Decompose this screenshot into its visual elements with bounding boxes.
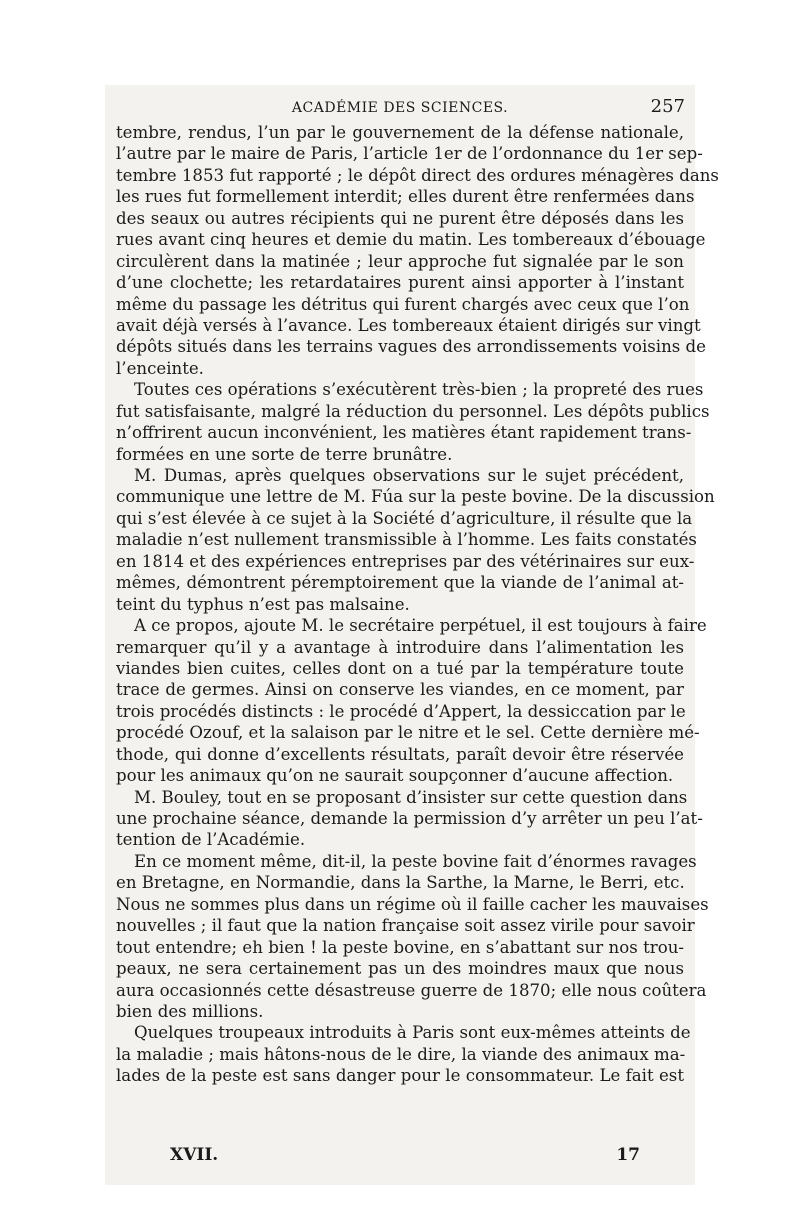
- text-line: Toutes ces opérations s’exécutèrent très-bien ; la propreté des rues: [134, 380, 704, 400]
- signature-mark: XVII.: [170, 1145, 219, 1165]
- text-line: teint du typhus n’est pas malsaine.: [116, 594, 410, 614]
- text-line: avait déjà versés à l’avance. Les tombereaux étaient dirigés sur vingt: [116, 315, 701, 335]
- page-number: 257: [650, 96, 685, 117]
- text-line: aura occasionnés cette désastreuse guerre de 1870; elle nous coûtera: [116, 980, 707, 1000]
- text-line: qui s’est élevée à ce sujet à la Société d’agriculture, il résulte que la: [116, 508, 693, 528]
- text-line: lades de la peste est sans danger pour le consommateur. Le fait est: [116, 1066, 684, 1086]
- text-line: tembre, rendus, l’un par le gouvernement de la défense nationale,: [116, 123, 684, 142]
- page-footer: [170, 1145, 640, 1173]
- text-line: bien des millions.: [116, 1001, 264, 1021]
- text-line: communique une lettre de M. Fúa sur la peste bovine. De la discussion: [116, 487, 715, 507]
- page-header: [115, 96, 685, 122]
- text-line: remarquer qu’il y a avantage à introduire dans l’alimentation les: [116, 637, 684, 657]
- text-line: circulèrent dans la matinée ; leur approche fut signalée par le son: [116, 251, 684, 271]
- text-line: maladie n’est nullement transmissible à l’homme. Les faits constatés: [116, 530, 697, 550]
- text-line: la maladie ; mais hâtons-nous de le dire, la viande des animaux ma-: [116, 1044, 686, 1064]
- text-line: en Bretagne, en Normandie, dans la Sarthe, la Marne, le Berri, etc.: [116, 873, 685, 893]
- text-line: procédé Ozouf, et la salaison par le nitre et le sel. Cette dernière mé-: [116, 723, 700, 743]
- text-line: Nous ne sommes plus dans un régime où il faille cacher les mauvaises: [116, 894, 709, 914]
- text-line: M. Bouley, tout en se proposant d’insister sur cette question dans: [134, 787, 688, 807]
- text-line: pour les animaux qu’on ne saurait soupçonner d’aucune affection.: [116, 766, 674, 786]
- body-text: [116, 122, 719, 1087]
- text-line: l’enceinte.: [116, 358, 204, 378]
- text-line: trace de germes. Ainsi on conserve les viandes, en ce moment, par: [116, 680, 684, 700]
- text-line: peaux, ne sera certainement pas un des moindres maux que nous: [116, 959, 684, 979]
- text-line: en 1814 et des expériences entreprises par des vétérinaires sur eux-: [116, 551, 695, 571]
- text-line: A ce propos, ajoute M. le secrétaire perpétuel, il est toujours à faire: [134, 616, 707, 636]
- text-line: tention de l’Académie.: [116, 830, 306, 850]
- text-line: fut satisfaisante, malgré la réduction du personnel. Les dépôts publics: [116, 401, 710, 421]
- text-line: tembre 1853 fut rapporté ; le dépôt direct des ordures ménagères dans: [116, 165, 719, 185]
- text-line: tout entendre; eh bien ! la peste bovine, en s’abattant sur nos trou-: [116, 937, 684, 957]
- text-line: Quelques troupeaux introduits à Paris sont eux-mêmes atteints de: [134, 1023, 691, 1043]
- text-line: rues avant cinq heures et demie du matin. Les tombereaux d’ébouage: [116, 230, 706, 250]
- running-head: ACADÉMIE DES SCIENCES.: [291, 100, 509, 116]
- text-line: mêmes, démontrent péremptoirement que la viande de l’animal at-: [116, 573, 684, 593]
- text-line: les rues fut formellement interdit; elles durent être renfermées dans: [116, 187, 695, 207]
- text-line: l’autre par le maire de Paris, l’article 1er de l’ordonnance du 1er sep-: [116, 144, 703, 164]
- text-line: n’offrirent aucun inconvénient, les matières étant rapidement trans-: [116, 423, 692, 443]
- text-line: des seaux ou autres récipients qui ne purent être déposés dans les: [116, 208, 684, 228]
- text-line: même du passage les détritus qui furent chargés avec ceux que l’on: [116, 294, 690, 314]
- text-line: d’une clochette; les retardataires purent ainsi apporter à l’instant: [116, 273, 684, 293]
- text-line: une prochaine séance, demande la permission d’y arrêter un peu l’at-: [116, 809, 703, 828]
- text-line: nouvelles ; il faut que la nation française soit assez virile pour savoir: [116, 916, 695, 936]
- text-line: formées en une sorte de terre brunâtre.: [116, 444, 453, 464]
- text-line: M. Dumas, après quelques observations sur le sujet précédent,: [134, 466, 684, 485]
- text-line: dépôts situés dans les terrains vagues des arrondissements voisins de: [116, 337, 706, 357]
- text-line: En ce moment même, dit-il, la peste bovine fait d’énormes ravages: [134, 851, 697, 871]
- text-line: trois procédés distincts : le procédé d’Appert, la dessiccation par le: [116, 701, 686, 721]
- sheet-number: 17: [616, 1145, 640, 1165]
- text-line: thode, qui donne d’excellents résultats, paraît devoir être réservée: [116, 744, 684, 764]
- text-line: viandes bien cuites, celles dont on a tué par la température toute: [116, 658, 684, 678]
